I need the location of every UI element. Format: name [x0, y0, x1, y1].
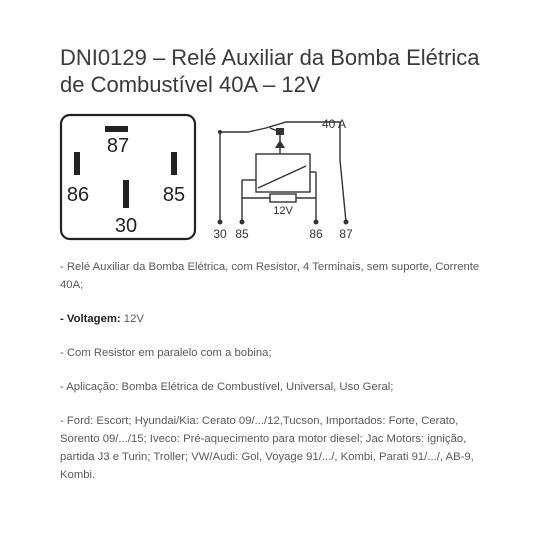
description-item-voltage [60, 310, 500, 328]
terminal-30-label: 30 [213, 227, 227, 241]
terminal-86-label: 86 [309, 227, 323, 241]
page-title [60, 44, 530, 98]
voltage-value: 12V [120, 313, 144, 325]
description-item-compatibility: - Ford: Escort; Hyundai/Kia: Cerato 09/.../12,Tucson, Importados: Forte, Cerato, Sorento 09/.../15; Iveco: Pré-aquecimento para motor diesel; Jac Motors: ignição, partida J3 e Turin; Troller; VW/Audi: Gol, Voyage 91/.../, Kombi, Parati 91/.../, AB-9, Kombi. [60, 415, 474, 481]
voltage-label: - Voltagem: [60, 313, 121, 325]
pin-87-label: 87 [106, 135, 130, 157]
terminal-86-wire [296, 198, 316, 222]
current-rating-label: 40 A [322, 117, 347, 131]
coil-box [256, 154, 310, 192]
terminal-85-wire [242, 198, 270, 222]
title-line-1: DNI0129 – Relé Auxiliar da Bomba Elétrica [60, 45, 480, 70]
terminal-85-dot [240, 220, 245, 225]
pin-87-blade [105, 126, 128, 132]
pin-85-label: 85 [162, 184, 186, 206]
coil-diagonal [258, 166, 306, 188]
terminal-85-label: 85 [235, 227, 249, 241]
title-line-2: de Combustível 40A – 12V [60, 72, 321, 97]
relay-schematic-diagram [208, 110, 368, 245]
terminal-30-dot [218, 220, 223, 225]
pin-86-blade [74, 152, 80, 175]
resistor-label: 12V [273, 205, 293, 217]
description-item-type: - Relé Auxiliar da Bomba Elétrica, com Resistor, 4 Terminais, sem suporte, Corrente 40A; [60, 261, 480, 291]
terminal-87-dot [344, 220, 349, 225]
description-item-application: - Aplicação: Bomba Elétrica de Combustível, Universal, Uso Geral; [60, 381, 394, 393]
actuator-arrow [275, 140, 285, 148]
relay-pinout-diagram [58, 112, 198, 242]
resistor [270, 194, 296, 202]
product-description [60, 258, 500, 500]
switch-block [276, 128, 284, 135]
pin-86-label: 86 [66, 184, 90, 206]
terminal-86-dot [314, 220, 319, 225]
terminal-87-label: 87 [339, 227, 353, 241]
pin-30-blade [123, 180, 129, 208]
pin-30-label: 30 [114, 215, 138, 237]
pin-85-blade [171, 152, 177, 175]
description-item-resistor: - Com Resistor em paralelo com a bobina; [60, 347, 272, 359]
junction-top-left [218, 130, 222, 134]
